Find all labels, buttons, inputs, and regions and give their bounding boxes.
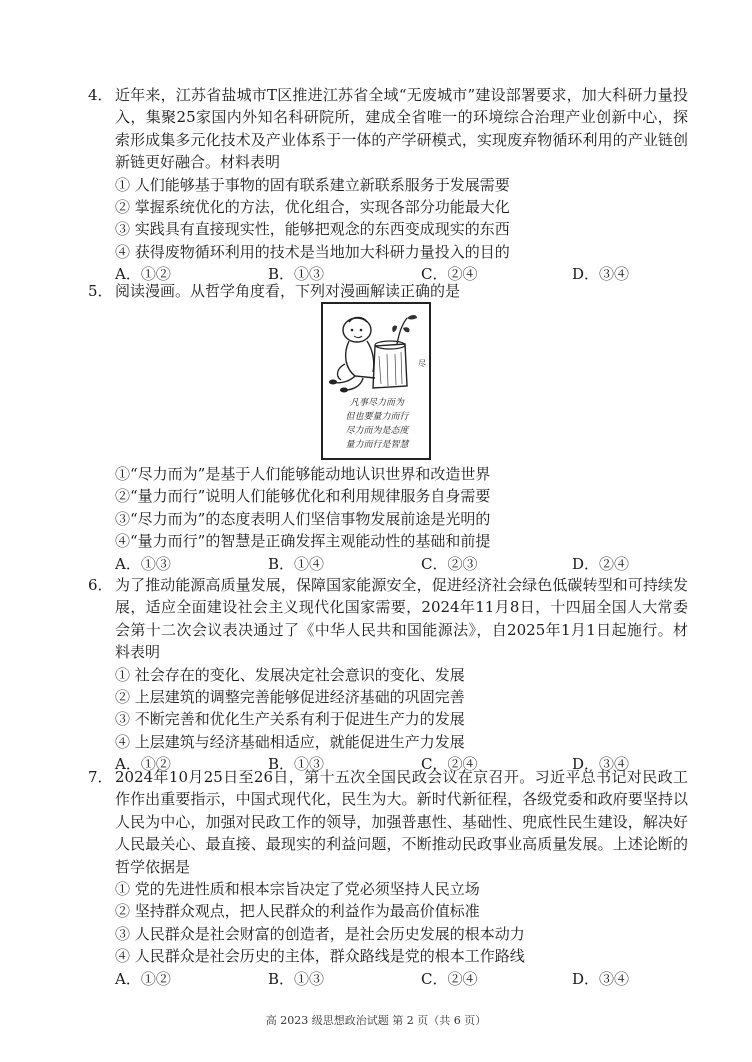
question-number: 4．: [88, 86, 113, 104]
statement-4: ④ 上层建筑与经济基础相适应，就能促进生产力发展: [115, 732, 465, 751]
statement-1: ① 人们能够基于事物的固有联系建立新联系服务于发展需要: [115, 175, 510, 194]
cartoon-caption-line: 但也要量力而行: [345, 412, 409, 422]
question-5-options: [88, 463, 688, 575]
statement-3: ③“尽力而为”的态度表明人们坚信事物发展前途是光明的: [115, 509, 491, 528]
question-stem: 为了推动能源高质量发展，保障国家能源安全，促进经济社会绿色低碳转型和可持续发展，适应全面建设社会主义现代化国家需要，2024年11月8日，十四届全国人大常委会第十二次会议表决通过了《中华人民共和国能源法》，自2025年1月1日起施行。材料表明: [115, 576, 688, 662]
choice-d[interactable]: D．③④: [572, 755, 630, 774]
page-footer: 高 2023 级思想政治试题 第 2 页（共 6 页）: [265, 1014, 487, 1027]
statement-4: ④“量力而行”的智慧是正确发挥主观能动性的基础和前提: [115, 532, 491, 551]
choice-c[interactable]: C．②④: [421, 969, 478, 988]
choice-d[interactable]: D．③④: [572, 265, 630, 284]
choice-d[interactable]: D．②④: [572, 554, 630, 573]
statement-2: ② 掌握系统优化的方法，优化组合，实现各部分功能最大化: [115, 198, 510, 217]
question-4: [88, 84, 688, 285]
question-stem: 阅读漫画。从哲学角度看，下列对漫画解读正确的是: [115, 282, 461, 300]
choice-b[interactable]: B．①③: [268, 969, 325, 988]
question-stem: 2024年10月25日至26日，第十五次全国民政会议在京召开。习近平总书记对民政工作作出重要指示，中国式现代化，民生为大。新时代新征程，各级党委和政府要坚持以人民为中心，加强对民政工作的领导，加强普惠性、基础性、兜底性民生建设，解决好人民最关心、最直接、最现实的利益问题，不断推动民政事业高质量发展。上述论断的哲学依据是: [115, 768, 688, 876]
choice-d[interactable]: D．③④: [572, 969, 630, 988]
statement-4: ④ 人民群众是社会历史的主体，群众路线是党的根本工作路线: [115, 947, 525, 966]
choice-a[interactable]: A．①②: [115, 265, 171, 284]
choice-c[interactable]: C．②④: [421, 755, 478, 774]
choice-a[interactable]: A．①②: [115, 969, 171, 988]
cartoon-caption-line: 量力而行是智慧: [345, 440, 409, 450]
answer-choices: [88, 968, 688, 990]
choice-b[interactable]: B．①③: [268, 755, 325, 774]
cartoon-image: [321, 302, 431, 460]
statement-2: ② 坚持群众观点，把人民群众的利益作为最高价值标准: [115, 902, 480, 921]
cartoon-drawing-icon: [327, 306, 425, 394]
question-5: [88, 280, 688, 302]
question-6: [88, 574, 688, 775]
choice-a[interactable]: A．①③: [115, 554, 171, 573]
cartoon-caption-line: 凡事尽力而为: [349, 398, 404, 408]
choice-b[interactable]: B．①③: [268, 265, 325, 284]
cartoon-side-text: 尽: [418, 359, 426, 368]
statement-3: ③ 实践具有直接现实性，能够把观念的东西变成现实的东西: [115, 220, 510, 239]
question-7: [88, 766, 688, 990]
choice-a[interactable]: A．①②: [115, 755, 171, 774]
question-number: 5．: [88, 282, 113, 300]
choice-c[interactable]: C．②④: [421, 265, 478, 284]
statement-4: ④ 获得废物循环利用的技术是当地加大科研力量投入的目的: [115, 242, 510, 261]
question-stem: 近年来，江苏省盐城市T区推进江苏省全域“无废城市”建设部署要求，加大科研力量投入，集聚25家国内外知名科研院所，建成全省唯一的环境综合治理产业创新中心，探索形成集多元化技术及产业体系于一体的产学研模式，实现废弃物循环利用的产业链创新链更好融合。材料表明: [115, 86, 688, 172]
cartoon-caption-line: 尽力而为是态度: [345, 426, 409, 436]
statement-2: ②“量力而行”说明人们能够优化和利用规律服务自身需要: [115, 487, 491, 506]
statement-3: ③ 不断完善和优化生产关系有利于促进生产力的发展: [115, 710, 465, 729]
choice-b[interactable]: B．①④: [268, 554, 325, 573]
question-number: 7．: [88, 768, 113, 786]
answer-choices: [88, 553, 688, 575]
statement-1: ①“尽力而为”是基于人们能够能动地认识世界和改造世界: [115, 465, 491, 483]
statement-1: ① 社会存在的变化、发展决定社会意识的变化、发展: [115, 665, 465, 684]
statement-2: ② 上层建筑的调整完善能够促进经济基础的巩固完善: [115, 688, 465, 707]
statement-3: ③ 人民群众是社会财富的创造者，是社会历史发展的根本动力: [115, 924, 525, 943]
question-number: 6．: [88, 576, 113, 594]
statement-1: ① 党的先进性质和根本宗旨决定了党必须坚持人民立场: [115, 880, 480, 899]
choice-c[interactable]: C．②③: [421, 554, 478, 573]
